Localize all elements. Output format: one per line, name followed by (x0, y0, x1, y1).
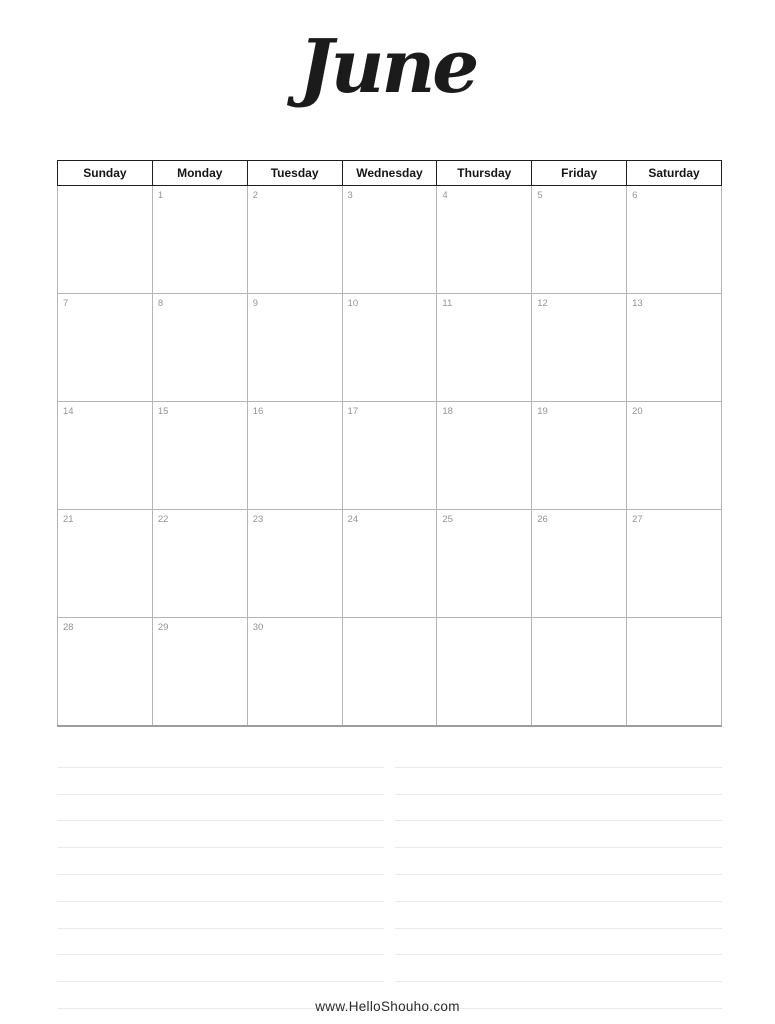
weekday-header-tuesday: Tuesday (247, 161, 342, 186)
day-cell: 24 (342, 510, 437, 618)
day-cell (627, 618, 722, 726)
weekday-header-thursday: Thursday (437, 161, 532, 186)
website-credit: www.HelloShouho.com (315, 999, 460, 1014)
note-line (395, 741, 722, 768)
day-cell: 30 (247, 618, 342, 726)
note-line (395, 768, 722, 795)
note-line (395, 795, 722, 822)
day-cell: 2 (247, 186, 342, 294)
day-cell: 1 (152, 186, 247, 294)
weekday-header-friday: Friday (532, 161, 627, 186)
day-cell: 8 (152, 294, 247, 402)
day-cell: 3 (342, 186, 437, 294)
day-cell: 11 (437, 294, 532, 402)
note-line (57, 929, 384, 956)
day-cell: 4 (437, 186, 532, 294)
note-line (395, 875, 722, 902)
note-line (395, 821, 722, 848)
weekday-header-sunday: Sunday (58, 161, 153, 186)
note-line (395, 955, 722, 982)
day-cell: 28 (58, 618, 153, 726)
note-line (57, 741, 384, 768)
day-cell: 17 (342, 402, 437, 510)
notes-section (57, 741, 722, 1009)
note-line (395, 929, 722, 956)
calendar-table (57, 160, 722, 727)
note-line (57, 768, 384, 795)
day-cell: 26 (532, 510, 627, 618)
month-title: June (298, 24, 477, 110)
day-cell: 29 (152, 618, 247, 726)
note-line (57, 955, 384, 982)
day-cell (58, 186, 153, 294)
day-cell: 18 (437, 402, 532, 510)
weekday-header-saturday: Saturday (627, 161, 722, 186)
note-line (57, 821, 384, 848)
note-line (395, 848, 722, 875)
note-line (395, 902, 722, 929)
day-cell: 15 (152, 402, 247, 510)
calendar-grid (57, 160, 722, 727)
day-cell (437, 618, 532, 726)
day-cell: 5 (532, 186, 627, 294)
day-cell: 27 (627, 510, 722, 618)
weekday-header-monday: Monday (152, 161, 247, 186)
note-line (57, 902, 384, 929)
week-row (58, 510, 722, 618)
day-cell (532, 618, 627, 726)
day-cell: 20 (627, 402, 722, 510)
day-cell: 16 (247, 402, 342, 510)
day-cell: 25 (437, 510, 532, 618)
day-cell: 21 (58, 510, 153, 618)
day-cell: 23 (247, 510, 342, 618)
week-row (58, 186, 722, 294)
weekday-header-wednesday: Wednesday (342, 161, 437, 186)
note-line (57, 795, 384, 822)
day-cell: 22 (152, 510, 247, 618)
notes-column (395, 741, 722, 1009)
day-cell: 13 (627, 294, 722, 402)
day-cell: 10 (342, 294, 437, 402)
day-cell: 19 (532, 402, 627, 510)
week-row (58, 294, 722, 402)
day-cell: 6 (627, 186, 722, 294)
day-cell: 7 (58, 294, 153, 402)
note-line (57, 875, 384, 902)
day-cell: 9 (247, 294, 342, 402)
weekday-header-row (58, 161, 722, 186)
day-cell: 12 (532, 294, 627, 402)
week-row (58, 618, 722, 726)
notes-column (57, 741, 384, 1009)
week-row (58, 402, 722, 510)
day-cell (342, 618, 437, 726)
note-line (57, 848, 384, 875)
day-cell: 14 (58, 402, 153, 510)
